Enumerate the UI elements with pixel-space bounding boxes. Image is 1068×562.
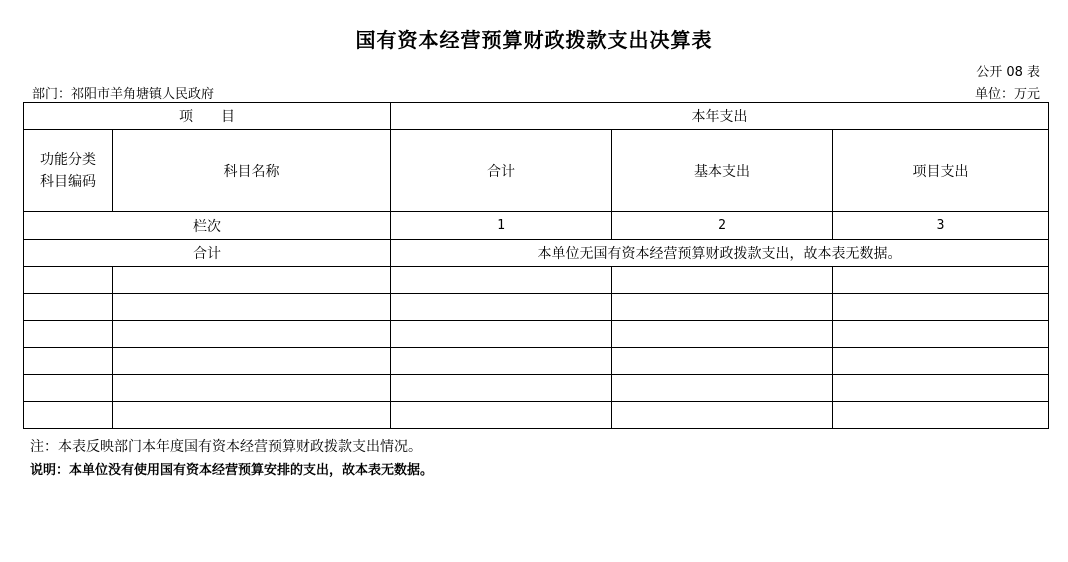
col-func-code: 功能分类科目编码 — [24, 130, 113, 212]
empty-cell — [833, 267, 1049, 294]
row-total-label: 合计 — [24, 240, 391, 267]
no-data-message: 本单位无国有资本经营预算财政拨款支出，故本表无数据。 — [391, 240, 1049, 267]
empty-cell — [391, 321, 612, 348]
header-item: 项 目 — [24, 103, 391, 130]
empty-cell — [833, 402, 1049, 429]
unit-label: 单位：万元 — [974, 87, 1040, 102]
empty-cell — [391, 402, 612, 429]
empty-cell — [612, 348, 833, 375]
col-basic: 基本支出 — [612, 130, 833, 212]
table-row — [24, 294, 1049, 321]
empty-cell — [612, 402, 833, 429]
table-row — [24, 267, 1049, 294]
form-number: 公开 08 表 — [976, 65, 1040, 80]
table-row — [24, 402, 1049, 429]
index-1: 1 — [391, 212, 612, 240]
empty-cell — [24, 348, 113, 375]
empty-cell — [833, 375, 1049, 402]
header-row-2 — [24, 130, 1049, 212]
empty-cell — [612, 294, 833, 321]
header-current-year: 本年支出 — [391, 103, 1049, 130]
empty-cell — [24, 267, 113, 294]
empty-cell — [24, 321, 113, 348]
department-label: 部门：祁阳市羊角塘镇人民政府 — [32, 87, 215, 102]
table-row — [24, 321, 1049, 348]
empty-cell — [113, 402, 391, 429]
col-total: 合计 — [391, 130, 612, 212]
row-index-label: 栏次 — [24, 212, 391, 240]
table-row — [24, 348, 1049, 375]
index-2: 2 — [612, 212, 833, 240]
col-subject-name: 科目名称 — [113, 130, 391, 212]
empty-cell — [24, 294, 113, 321]
empty-cell — [391, 348, 612, 375]
explanation-note: 说明：本单位没有使用国有资本经营预算安排的支出，故本表无数据。 — [30, 463, 434, 478]
empty-cell — [391, 375, 612, 402]
footnote: 注：本表反映部门本年度国有资本经营预算财政拨款支出情况。 — [30, 439, 422, 455]
index-row — [24, 212, 1049, 240]
empty-cell — [113, 321, 391, 348]
total-row — [24, 240, 1049, 267]
empty-cell — [24, 375, 113, 402]
empty-cell — [391, 294, 612, 321]
empty-cell — [612, 267, 833, 294]
empty-cell — [612, 375, 833, 402]
empty-cell — [113, 267, 391, 294]
empty-cell — [612, 321, 833, 348]
empty-cell — [833, 348, 1049, 375]
empty-cell — [833, 321, 1049, 348]
empty-cell — [113, 375, 391, 402]
empty-cell — [113, 294, 391, 321]
table-row — [24, 375, 1049, 402]
empty-cell — [113, 348, 391, 375]
empty-cell — [391, 267, 612, 294]
index-3: 3 — [833, 212, 1049, 240]
budget-table — [23, 102, 1049, 429]
col-project: 项目支出 — [833, 130, 1049, 212]
empty-cell — [24, 402, 113, 429]
empty-cell — [833, 294, 1049, 321]
header-row-1 — [24, 103, 1049, 130]
page-title: 国有资本经营预算财政拨款支出决算表 — [355, 28, 713, 52]
